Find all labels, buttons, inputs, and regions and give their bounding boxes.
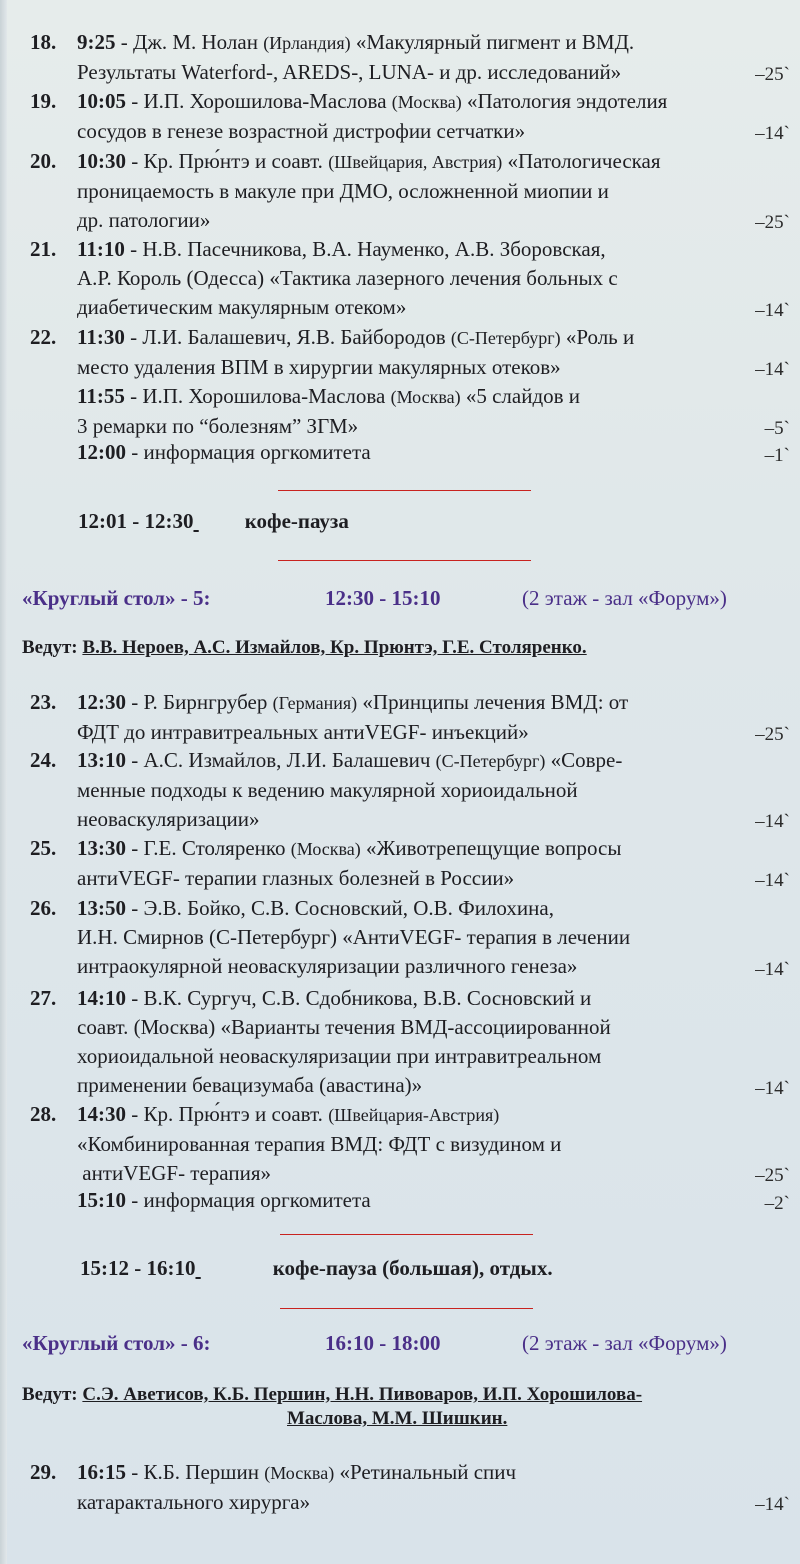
- entry-continuation: антиVEGF- терапия»: [77, 1161, 271, 1185]
- entry-location: (С-Петербург): [450, 328, 561, 348]
- entry-title-start: «Патологическая: [502, 149, 661, 173]
- entry-duration: –14`: [755, 1078, 790, 1099]
- round-table-6-header: [22, 1331, 782, 1356]
- entry-time: 14:30: [77, 1102, 126, 1126]
- entry-body: [77, 235, 737, 322]
- entry-number: 22.: [30, 325, 57, 349]
- entry-duration: –2`: [764, 1193, 790, 1214]
- entry-duration: –14`: [755, 359, 790, 380]
- entry-title-start: «Роль и: [560, 325, 635, 349]
- entry-body: [77, 894, 737, 981]
- entry-time: 13:50: [77, 896, 126, 920]
- entry-location: (Москва): [264, 1463, 335, 1483]
- entry-authors: - Э.В. Бойко, С.В. Сосновский, О.В. Филохина,: [126, 896, 554, 920]
- break-time: 15:12 - 16:10: [80, 1256, 196, 1280]
- red-divider: [280, 1308, 533, 1309]
- entry-body: [77, 688, 737, 747]
- entry-time: 12:00: [77, 440, 126, 464]
- entry-first-line: [77, 688, 737, 718]
- round-table-location: (2 этаж - зал «Форум»): [522, 586, 727, 610]
- entry-number: 27.: [30, 986, 57, 1010]
- entry-duration: –25`: [755, 212, 790, 233]
- entry-body: [77, 438, 737, 467]
- entry-continuation: антиVEGF- терапии глазных болезней в России»: [77, 866, 515, 890]
- entry-continuation: ФДТ до интравитреальных антиVEGF- инъекций»: [77, 720, 529, 744]
- entry-authors: - Р. Бирнгрубер: [126, 690, 273, 714]
- entry-first-line: [77, 1100, 737, 1130]
- entry-first-line: [77, 746, 737, 776]
- entry-first-line: [77, 1186, 737, 1215]
- entry-number: 21.: [30, 237, 57, 261]
- entry-continuation: место удаления ВПМ в хирургии макулярных отеков»: [77, 355, 561, 379]
- entry-duration: –14`: [755, 870, 790, 891]
- entry-duration: –14`: [755, 123, 790, 144]
- moderators-6: [22, 1383, 782, 1431]
- entry-title-start: «5 слайдов и: [460, 384, 581, 408]
- coffee-break-1: [78, 509, 349, 534]
- entry-continuation: сосудов в генезе возрастной дистрофии сетчатки»: [77, 119, 526, 143]
- entry-authors: - Дж. М. Нолан: [115, 30, 264, 54]
- entry-duration: –25`: [755, 64, 790, 85]
- entry-duration: –14`: [755, 300, 790, 321]
- entry-authors: - К.Б. Першин: [126, 1460, 265, 1484]
- entry-continuation: И.Н. Смирнов (С-Петербург) «АнтиVEGF- терапия в лечении: [77, 925, 631, 949]
- entry-time: 13:10: [77, 748, 126, 772]
- entry-authors: - И.П. Хорошилова-Маслова: [126, 89, 392, 113]
- entry-time: 11:30: [77, 325, 125, 349]
- entry-continuation: применении бевацизумаба (авастина)»: [77, 1073, 423, 1097]
- entry-location: (Москва): [391, 92, 462, 112]
- entry-continuation: проницаемость в макуле при ДМО, осложненной миопии и: [77, 179, 609, 203]
- entry-number: 26.: [30, 896, 57, 920]
- entry-number: 18.: [30, 30, 57, 54]
- coffee-break-2: [80, 1256, 553, 1281]
- entry-body: [77, 87, 737, 146]
- entry-time: 10:30: [77, 149, 126, 173]
- entry-location: (Швейцария-Австрия): [328, 1105, 500, 1125]
- moderators-names: В.В. Нероев, А.С. Измайлов, Кр. Прюнтэ, Г.Е. Столяренко.: [82, 637, 587, 658]
- entry-location: (Москва): [290, 839, 361, 859]
- entry-duration: –14`: [755, 959, 790, 980]
- entry-first-line: [77, 834, 737, 864]
- entry-first-line: [77, 323, 737, 353]
- moderators-names-cont: Маслова, М.М. Шишкин.: [287, 1408, 508, 1429]
- moderators-label: Ведут:: [22, 637, 78, 658]
- entry-first-line: [77, 984, 737, 1013]
- entry-time: 12:30: [77, 690, 126, 714]
- entry-authors: - В.К. Сургуч, С.В. Сдобникова, В.В. Сосновский и: [126, 986, 592, 1010]
- entry-body: [77, 1100, 737, 1188]
- entry-authors: - А.С. Измайлов, Л.И. Балашевич: [126, 748, 436, 772]
- entry-body: [77, 984, 737, 1100]
- entry-time: 11:55: [77, 384, 125, 408]
- entry-location: (Москва): [390, 387, 461, 407]
- entry-continuation: др. патологии»: [77, 208, 211, 232]
- page-fold-shadow: [0, 0, 7, 1564]
- entry-duration: –14`: [755, 1494, 790, 1515]
- entry-body: [77, 834, 737, 893]
- entry-title-start: «Принципы лечения ВМД: от: [357, 690, 629, 714]
- moderators-label: Ведут:: [22, 1384, 78, 1405]
- round-table-title: «Круглый стол» - 6:: [22, 1331, 211, 1355]
- entry-body: [77, 323, 737, 382]
- entry-continuation: диабетическим макулярным отеком»: [77, 295, 407, 319]
- entry-first-line: [77, 382, 737, 412]
- entry-first-line: [77, 1458, 737, 1488]
- red-divider: [278, 560, 531, 561]
- break-label: кофе-пауза: [244, 509, 349, 533]
- entry-first-line: [77, 438, 737, 467]
- red-divider: [280, 1234, 533, 1235]
- entry-number: 28.: [30, 1102, 57, 1126]
- entry-first-line: [77, 87, 737, 117]
- round-table-location: (2 этаж - зал «Форум»): [522, 1331, 727, 1355]
- entry-duration: –1`: [764, 445, 790, 466]
- entry-number: 19.: [30, 89, 57, 113]
- entry-body: [77, 746, 737, 834]
- entry-continuation: катарактального хирурга»: [77, 1490, 311, 1514]
- entry-continuation: Результаты Waterford-, AREDS-, LUNA- и др. исследований»: [77, 60, 622, 84]
- entry-authors: - И.П. Хорошилова-Маслова: [124, 384, 391, 408]
- entry-number: 29.: [30, 1460, 57, 1484]
- entry-time: 14:10: [77, 986, 126, 1010]
- entry-body: [77, 1186, 737, 1215]
- entry-authors: - информация оргкомитета: [126, 1188, 371, 1212]
- entry-time: 13:30: [77, 836, 126, 860]
- round-table-time: 12:30 - 15:10: [325, 586, 441, 610]
- entry-body: [77, 382, 737, 441]
- entry-authors: - Кр. Прю́нтэ и соавт.: [126, 1102, 329, 1126]
- round-table-time: 16:10 - 18:00: [325, 1331, 441, 1355]
- entry-first-line: [77, 147, 737, 177]
- break-label: кофе-пауза (большая), отдых.: [272, 1256, 553, 1280]
- entry-time: 11:10: [77, 237, 125, 261]
- moderators-names: С.Э. Аветисов, К.Б. Першин, Н.Н. Пивоваров, И.П. Хорошилова-: [82, 1384, 643, 1405]
- entry-time: 9:25: [77, 30, 116, 54]
- entry-authors: - Л.И. Балашевич, Я.В. Байбородов: [124, 325, 451, 349]
- entry-title-start: «Патология эндотелия: [461, 89, 668, 113]
- entry-title-start: «Макулярный пигмент и ВМД.: [350, 30, 635, 54]
- moderators-5: [22, 636, 782, 660]
- entry-duration: –25`: [755, 1165, 790, 1186]
- entry-title-start: «Животрепещущие вопросы: [360, 836, 622, 860]
- entry-number: 24.: [30, 748, 57, 772]
- entry-number: 20.: [30, 149, 57, 173]
- entry-authors: - информация оргкомитета: [126, 440, 371, 464]
- entry-duration: –5`: [764, 418, 790, 439]
- entry-first-line: [77, 235, 737, 264]
- entry-body: [77, 147, 737, 235]
- entry-authors: - Г.Е. Столяренко: [126, 836, 291, 860]
- entry-location: (Ирландия): [263, 33, 351, 53]
- entry-continuation: неоваскуляризации»: [77, 807, 260, 831]
- entry-body: [77, 1458, 737, 1517]
- entry-continuation: А.Р. Король (Одесса) «Тактика лазерного лечения больных с: [77, 266, 618, 290]
- round-table-title: «Круглый стол» - 5:: [22, 586, 211, 610]
- entry-number: 25.: [30, 836, 57, 860]
- entry-time: 10:05: [77, 89, 126, 113]
- entry-number: 23.: [30, 690, 57, 714]
- entry-authors: - Кр. Прю́нтэ и соавт.: [126, 149, 329, 173]
- entry-duration: –25`: [755, 724, 790, 745]
- entry-continuation: «Комбинированная терапия ВМД: ФДТ с визудином и: [77, 1132, 562, 1156]
- entry-title-start: «Ретинальный спич: [334, 1460, 517, 1484]
- entry-continuation: 3 ремарки по “болезням” ЗГМ»: [77, 414, 359, 438]
- entry-continuation: соавт. (Москва) «Варианты течения ВМД-ассоциированной: [77, 1015, 611, 1039]
- entry-title-start: «Совре-: [545, 748, 623, 772]
- red-divider: [278, 490, 531, 491]
- entry-body: [77, 28, 737, 87]
- entry-first-line: [77, 28, 737, 58]
- entry-first-line: [77, 894, 737, 923]
- entry-location: (Швейцария, Австрия): [328, 152, 503, 172]
- entry-time: 16:15: [77, 1460, 126, 1484]
- round-table-5-header: [22, 586, 782, 611]
- entry-authors: - Н.В. Пасечникова, В.А. Науменко, А.В. Зборовская,: [124, 237, 606, 261]
- entry-location: (С-Петербург): [435, 751, 546, 771]
- entry-continuation: менные подходы к ведению макулярной хориоидальной: [77, 778, 578, 802]
- entry-continuation: интраокулярной неоваскуляризации различного генеза»: [77, 954, 578, 978]
- entry-continuation: хориоидальной неоваскуляризации при интравитреальном: [77, 1044, 602, 1068]
- break-time: 12:01 - 12:30: [78, 509, 194, 533]
- entry-duration: –14`: [755, 811, 790, 832]
- entry-location: (Германия): [272, 693, 358, 713]
- entry-time: 15:10: [77, 1188, 126, 1212]
